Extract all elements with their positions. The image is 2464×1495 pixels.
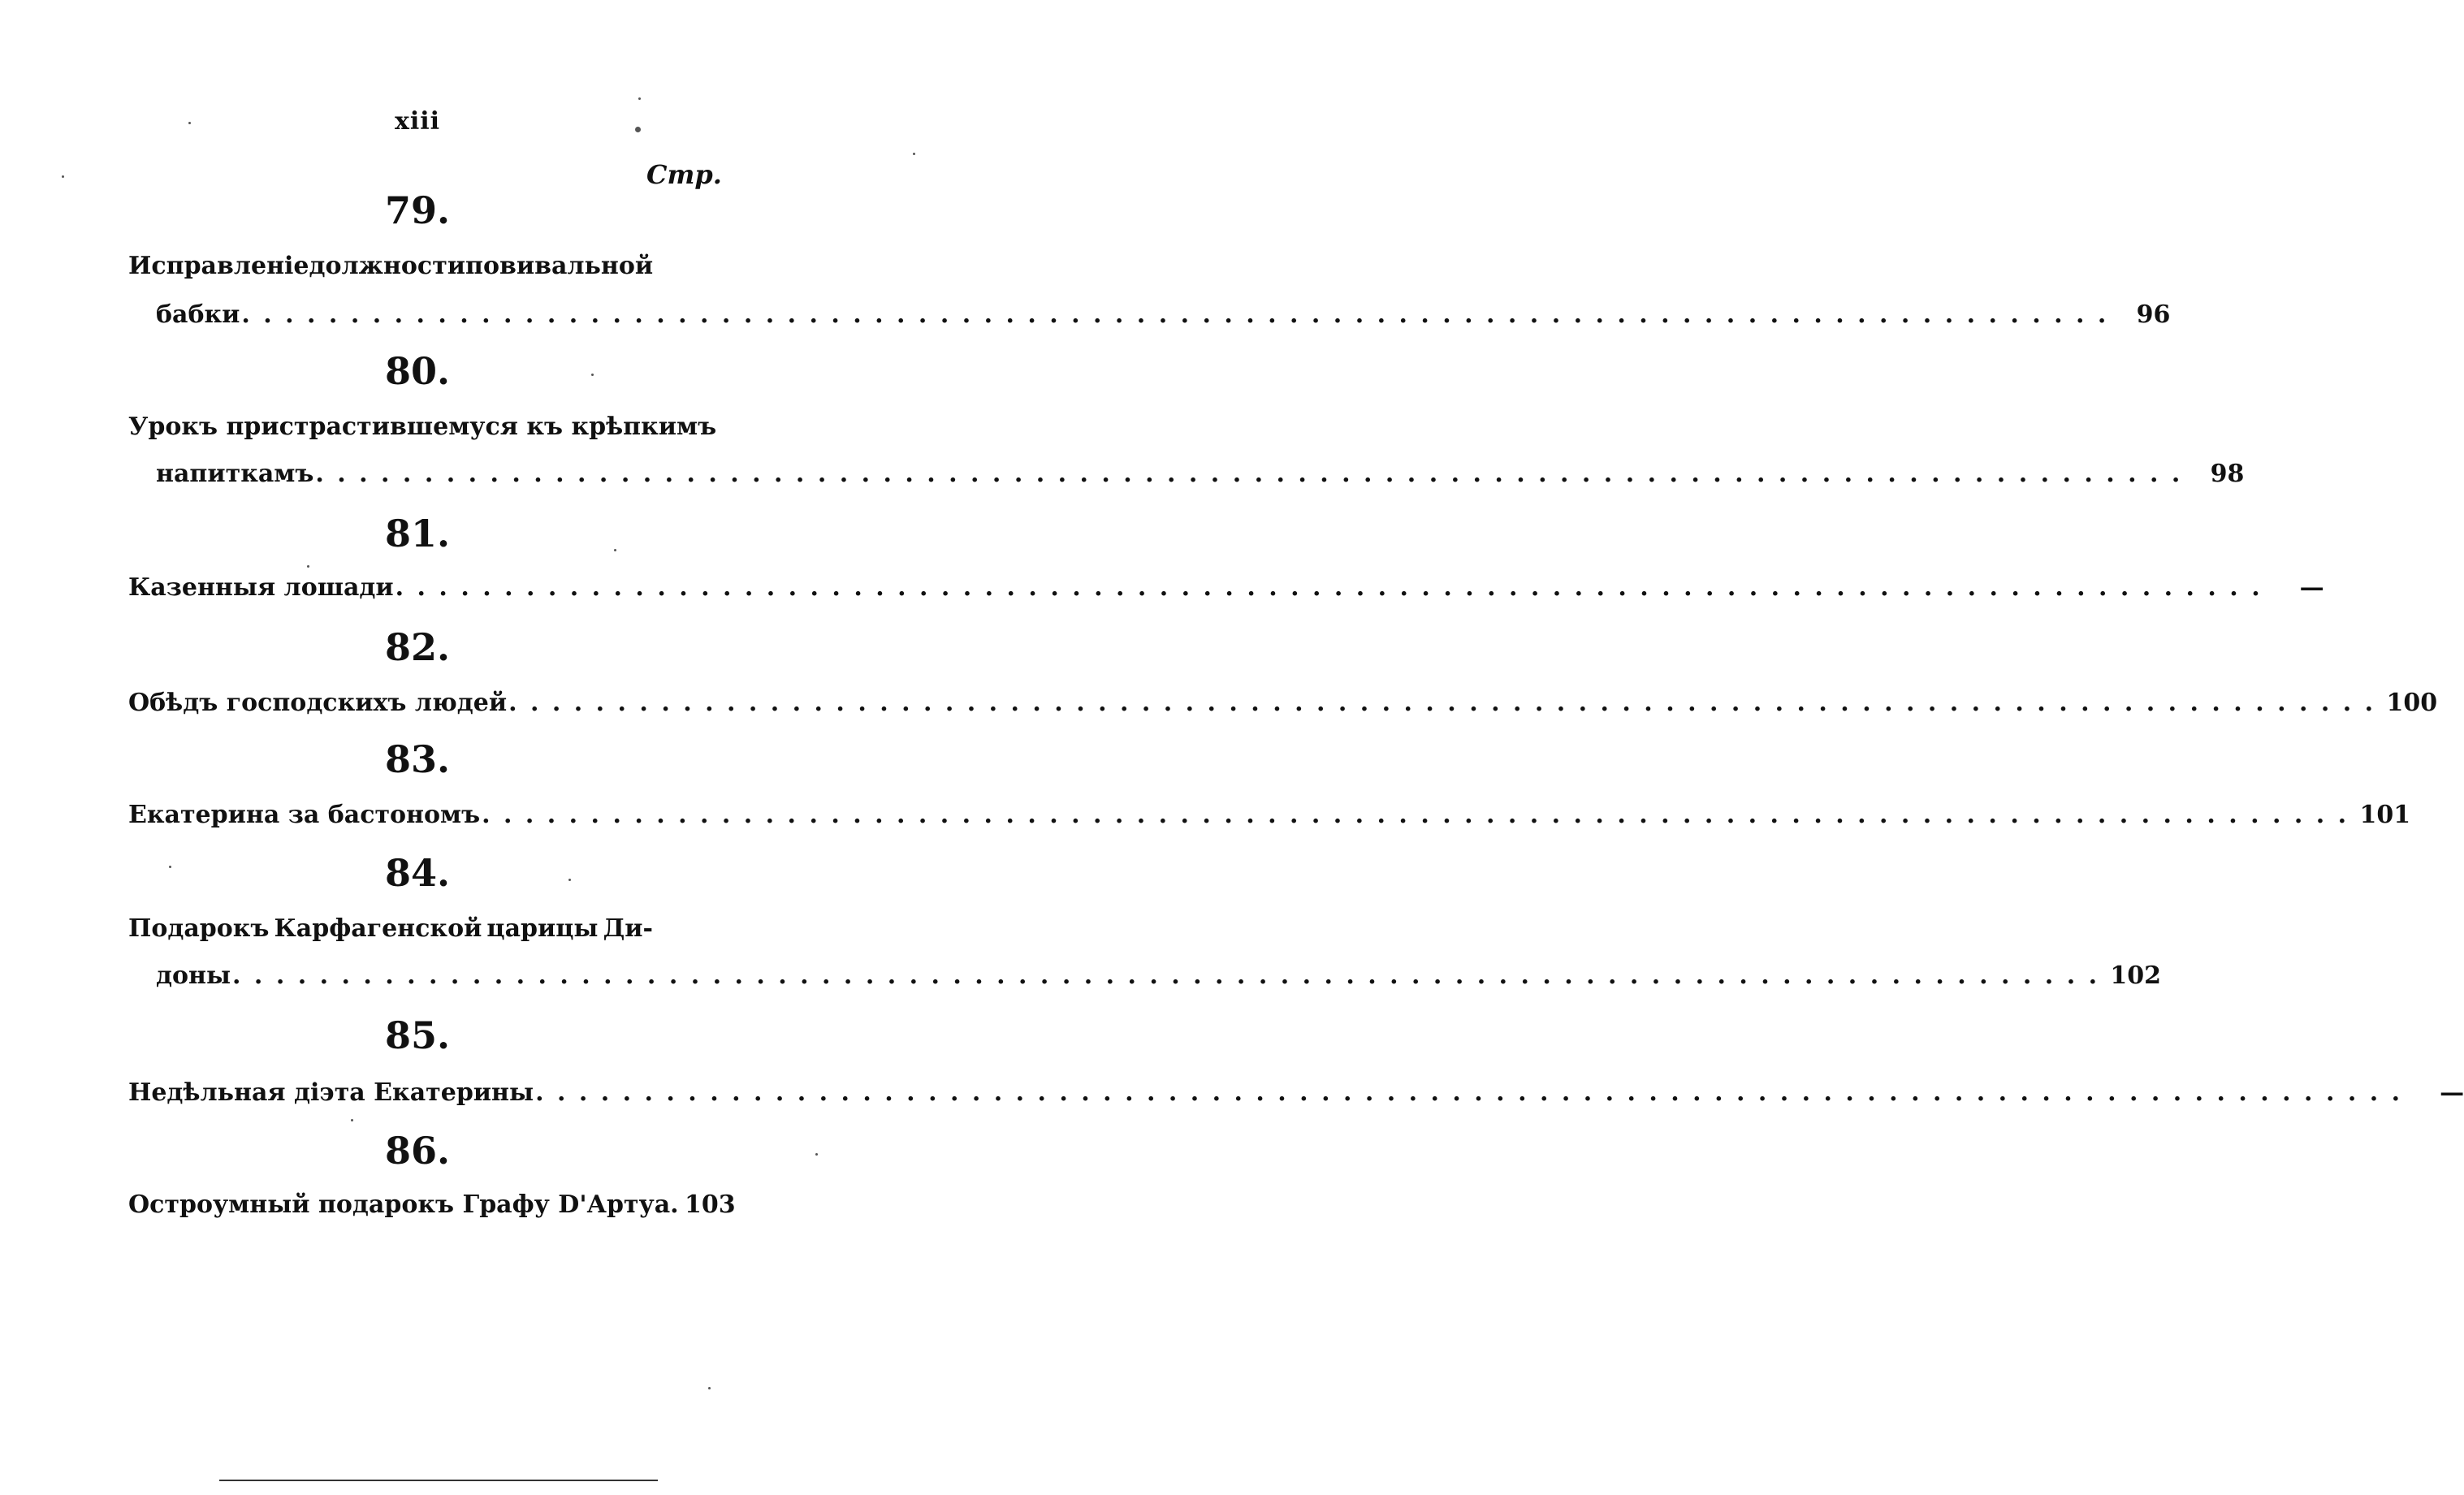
section-number: 82.	[384, 625, 451, 669]
entry-page: —	[2299, 573, 2324, 602]
entry-page: 98	[2210, 460, 2245, 488]
entry-title: Остроумный подарокъ Графу D'Артуа.	[128, 1190, 679, 1219]
scan-speck	[188, 122, 191, 124]
scan-speck	[351, 1119, 353, 1121]
dot-leader	[232, 961, 2099, 990]
dot-leader	[508, 689, 2375, 717]
entry-title: доны	[156, 961, 231, 990]
bottom-rule	[219, 1480, 658, 1481]
entry-title-word: Карфагенской	[274, 914, 482, 943]
entry-title: напиткамъ	[156, 460, 314, 488]
scan-speck	[614, 549, 616, 551]
entry-title: Екатерина за бастономъ	[128, 801, 481, 829]
section-number: 84.	[384, 851, 451, 895]
scan-speck	[307, 565, 309, 568]
scan-speck	[708, 1387, 711, 1389]
entry-page: 102	[2110, 961, 2162, 990]
scan-speck	[638, 97, 641, 100]
entry-title-line: Урокъ пристрастившемуся къ крѣпкимъ	[128, 413, 717, 441]
toc-entry	[128, 689, 2438, 717]
entry-page: —	[2440, 1078, 2464, 1107]
entry-title-word: повивальной	[465, 252, 654, 280]
scan-speck	[591, 374, 594, 376]
dot-leader	[396, 573, 2263, 602]
page-column-header: Стр.	[646, 159, 722, 190]
scan-speck	[635, 127, 641, 132]
toc-entry	[128, 801, 2411, 829]
page-number: xiii	[394, 107, 441, 136]
section-number: 86.	[384, 1129, 451, 1173]
entry-title-word: Исправленіе	[128, 252, 309, 280]
entry-title: бабки	[156, 300, 240, 329]
entry-title: Недѣльная діэта Екатерины	[128, 1078, 534, 1107]
entry-page: 101	[2359, 801, 2411, 829]
toc-entry	[128, 573, 2324, 602]
entry-title: Обѣдъ господскихъ людей	[128, 689, 508, 717]
dot-leader	[241, 300, 2108, 329]
scan-speck	[568, 879, 571, 881]
section-number: 83.	[384, 737, 451, 781]
entry-title-word: Ди-	[603, 914, 653, 943]
entry-title-word: должности	[309, 252, 466, 280]
toc-entry	[156, 460, 2245, 488]
entry-title: Казенныя лошади	[128, 573, 394, 602]
scan-speck	[169, 866, 171, 868]
toc-entry	[128, 1190, 736, 1219]
toc-entry	[156, 300, 2171, 329]
scan-speck	[62, 175, 64, 178]
section-number: 80.	[384, 349, 451, 393]
scan-speck	[913, 153, 915, 155]
section-number: 79.	[384, 188, 451, 232]
entry-title-line	[128, 914, 653, 943]
toc-entry	[156, 961, 2162, 990]
dot-leader	[315, 460, 2182, 488]
dot-leader	[535, 1078, 2402, 1107]
entry-page: 103	[684, 1190, 736, 1219]
section-number: 85.	[384, 1013, 451, 1057]
entry-title-word: царицы	[486, 914, 599, 943]
dot-leader	[482, 801, 2349, 829]
toc-entry	[128, 1078, 2464, 1107]
entry-title-line	[128, 252, 653, 280]
entry-page: 100	[2386, 689, 2438, 717]
entry-page: 96	[2136, 300, 2171, 329]
entry-title-word: Подарокъ	[128, 914, 270, 943]
section-number: 81.	[384, 512, 451, 555]
scan-speck	[815, 1153, 818, 1156]
